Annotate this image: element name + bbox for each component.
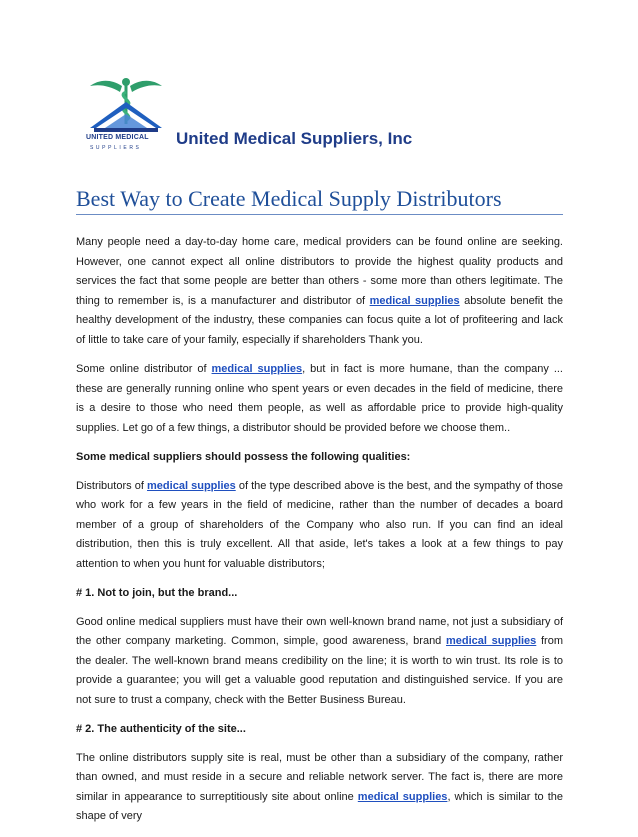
medical-supplies-link[interactable]: medical supplies	[369, 294, 460, 307]
logo-text-line1: UNITED MEDICAL	[86, 134, 149, 141]
company-name: United Medical Suppliers, Inc	[176, 129, 413, 148]
paragraph	[76, 613, 563, 711]
company-logo	[76, 72, 176, 154]
medical-supplies-link[interactable]: medical supplies	[446, 635, 537, 647]
paragraph-text: absolute benefit the healthy development of the industry, these companies can focus quite a lot of profiteering and lack of little to take care of your family, especially if shareholders Thank you.	[76, 294, 564, 346]
logo-text-line2: SUPPLIERS	[90, 145, 142, 151]
paragraph-text: of the type described above is the best, and the sympathy of those who work for a few years in the field of medicine, rather than the number of decades a board member of a group of shareholders of the Company who also run. If you can find an ideal distribution, then this is truly excellent. All that aside, let's takes a look at a few things to pay attention to when you hunt for valuable distributors;	[76, 479, 563, 570]
medical-supplies-link[interactable]: medical supplies	[211, 363, 303, 375]
paragraph-text: The online distributors supply site is real, must be other than a subsidiary of the company, rather than owned, and must reside in a secure and reliable network server. The fact is, there are more similar in appearance to surreptitiously site about online	[76, 751, 563, 803]
document-body	[76, 233, 563, 837]
title-divider	[76, 214, 563, 215]
section-heading: Some medical suppliers should possess the following qualities:	[76, 451, 411, 463]
document-header	[76, 72, 436, 154]
paragraph	[76, 233, 563, 350]
document-title: Best Way to Create Medical Supply Distributors	[76, 186, 502, 211]
paragraph	[76, 360, 563, 438]
paragraph-text: , which is similar to the shape of very	[76, 790, 563, 822]
paragraph	[76, 749, 563, 827]
paragraph-text: Some online distributor of	[76, 363, 212, 375]
paragraph-text: , but in fact is more humane, than the company ... these are generally running online who spent years or even decades in the field of medicine, there is a desire to those who need them people, as well as affordable price to provide high-quality supplies. Let go of a few things, a distributor should be provided before we choose them..	[76, 363, 563, 434]
section-heading: # 1. Not to join, but the brand...	[76, 587, 238, 599]
paragraph-text: Good online medical suppliers must have their own well-known brand name, not just a subsidiary of the other company marketing. Common, simple, good awareness, brand	[76, 615, 563, 647]
paragraph-text: from the dealer. The well-known brand means credibility on the line; it is worth to win trust. Its role is to provide a guarantee; you will get a valuable good reputation and distinguished service. If you are not sure to trust a company, check with the Better Business Bureau.	[76, 635, 563, 706]
section-heading: # 2. The authenticity of the site...	[76, 723, 246, 735]
medical-supplies-link[interactable]: medical supplies	[147, 479, 236, 492]
paragraph-text: Distributors of	[76, 479, 148, 492]
paragraph-text: Many people need a day-to-day home care, medical providers can be found online are seeking. However, one cannot expect all online distributors to provide the highest quality products and services the fact that some people are better than others - some more than others legitimate. The thing to remember is, is a manufacturer and distributor of	[76, 236, 563, 307]
medical-supplies-link[interactable]: medical supplies	[357, 790, 448, 803]
paragraph	[76, 477, 563, 575]
